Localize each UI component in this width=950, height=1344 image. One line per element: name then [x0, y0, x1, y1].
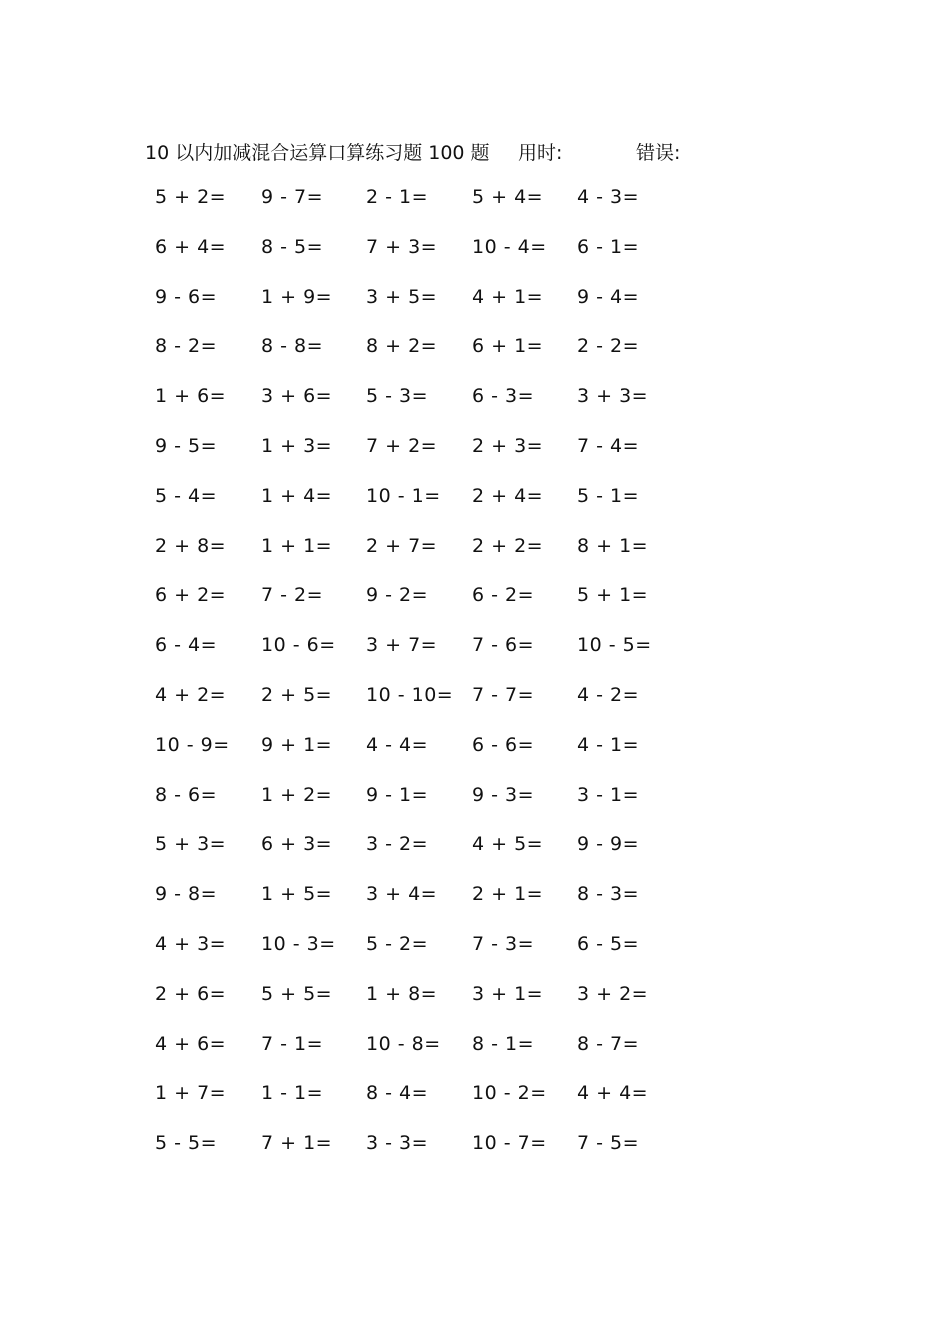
problem-row [150, 186, 710, 236]
problem-item: 10 - 1= [366, 484, 441, 507]
problem-item: 10 - 2= [472, 1082, 547, 1105]
problem-row [150, 535, 710, 585]
problem-item: 2 - 1= [366, 186, 429, 208]
problem-row [150, 335, 710, 385]
problem-item: 1 + 9= [261, 285, 333, 308]
problem-item: 5 + 3= [155, 833, 227, 856]
problem-item: 4 - 4= [366, 733, 429, 756]
problem-item: 10 - 4= [472, 235, 547, 258]
problem-item: 4 + 3= [155, 932, 227, 955]
problem-row [150, 286, 710, 336]
problem-item: 9 - 4= [577, 285, 640, 308]
problem-item: 2 + 4= [472, 484, 544, 507]
problem-item: 8 - 1= [472, 1032, 535, 1055]
problem-item: 10 - 3= [261, 932, 336, 955]
problem-item: 5 + 5= [261, 982, 333, 1005]
problem-item: 7 - 7= [472, 683, 535, 706]
problem-item: 6 + 4= [155, 235, 227, 258]
problem-item: 7 + 2= [366, 434, 438, 457]
problem-item: 1 + 7= [155, 1082, 227, 1105]
problem-item: 1 + 6= [155, 385, 227, 408]
problem-row [150, 983, 710, 1033]
problem-row [150, 883, 710, 933]
problem-item: 10 - 5= [577, 634, 652, 657]
problem-item: 3 + 4= [366, 883, 438, 906]
problem-row [150, 584, 710, 634]
problem-row [150, 435, 710, 485]
problem-item: 1 + 8= [366, 982, 438, 1005]
problem-item: 3 + 1= [472, 982, 544, 1005]
problem-row [150, 734, 710, 784]
problem-item: 2 + 1= [472, 883, 544, 906]
problem-item: 3 - 1= [577, 783, 640, 806]
problem-item: 5 - 1= [577, 484, 640, 507]
problem-item: 5 + 2= [155, 186, 227, 208]
problem-item: 9 - 3= [472, 783, 535, 806]
problem-item: 7 - 1= [261, 1032, 324, 1055]
problem-item: 10 - 9= [155, 733, 230, 756]
problem-item: 3 - 2= [366, 833, 429, 856]
problem-row [150, 236, 710, 286]
problem-item: 7 - 6= [472, 634, 535, 657]
problem-item: 1 + 2= [261, 783, 333, 806]
problem-item: 10 - 6= [261, 634, 336, 657]
problem-item: 2 + 7= [366, 534, 438, 557]
problem-item: 4 + 2= [155, 683, 227, 706]
problem-item: 4 + 1= [472, 285, 544, 308]
problem-item: 1 + 1= [261, 534, 333, 557]
problem-row [150, 1132, 710, 1182]
problem-item: 2 + 3= [472, 434, 544, 457]
problem-item: 7 - 5= [577, 1132, 640, 1155]
problem-item: 9 - 9= [577, 833, 640, 856]
problem-item: 3 - 3= [366, 1132, 429, 1155]
problem-item: 1 + 4= [261, 484, 333, 507]
problem-item: 8 - 3= [577, 883, 640, 906]
problem-item: 9 - 1= [366, 783, 429, 806]
problem-item: 8 - 5= [261, 235, 324, 258]
problem-item: 9 - 7= [261, 186, 324, 208]
time-label: 用时: [518, 142, 563, 164]
problem-item: 4 + 5= [472, 833, 544, 856]
problem-item: 5 - 2= [366, 932, 429, 955]
problem-item: 7 - 2= [261, 584, 324, 607]
problem-item: 2 + 8= [155, 534, 227, 557]
problem-item: 6 - 3= [472, 385, 535, 408]
problem-item: 1 - 1= [261, 1082, 324, 1105]
problem-item: 6 - 5= [577, 932, 640, 955]
problem-item: 5 - 4= [155, 484, 218, 507]
problem-item: 4 + 6= [155, 1032, 227, 1055]
problem-row [150, 833, 710, 883]
problem-row [150, 933, 710, 983]
problem-item: 8 - 8= [261, 335, 324, 358]
problem-item: 5 + 1= [577, 584, 649, 607]
problem-item: 8 - 6= [155, 783, 218, 806]
worksheet-title: 10 以内加减混合运算口算练习题 100 题 [145, 142, 490, 164]
problem-item: 3 + 6= [261, 385, 333, 408]
problem-item: 7 - 3= [472, 932, 535, 955]
problem-item: 7 + 1= [261, 1132, 333, 1155]
problem-item: 6 - 1= [577, 235, 640, 258]
problem-item: 1 + 3= [261, 434, 333, 457]
problem-item: 6 + 2= [155, 584, 227, 607]
problem-item: 2 + 2= [472, 534, 544, 557]
problem-row [150, 485, 710, 535]
problem-item: 5 - 3= [366, 385, 429, 408]
problem-item: 9 - 6= [155, 285, 218, 308]
problem-item: 10 - 7= [472, 1132, 547, 1155]
problem-item: 6 - 2= [472, 584, 535, 607]
problem-item: 8 + 2= [366, 335, 438, 358]
problem-row [150, 1082, 710, 1132]
problem-row [150, 634, 710, 684]
problem-item: 3 + 3= [577, 385, 649, 408]
problem-item: 3 + 5= [366, 285, 438, 308]
problem-row [150, 784, 710, 834]
problem-item: 10 - 8= [366, 1032, 441, 1055]
problem-item: 8 - 4= [366, 1082, 429, 1105]
problem-item: 6 - 4= [155, 634, 218, 657]
problem-item: 6 + 1= [472, 335, 544, 358]
problem-item: 7 - 4= [577, 434, 640, 457]
problem-item: 5 + 4= [472, 186, 544, 208]
problem-item: 8 + 1= [577, 534, 649, 557]
problem-item: 1 + 5= [261, 883, 333, 906]
problem-row [150, 1033, 710, 1083]
problem-item: 8 - 2= [155, 335, 218, 358]
problem-item: 3 + 2= [577, 982, 649, 1005]
problem-row [150, 385, 710, 435]
problem-item: 9 - 2= [366, 584, 429, 607]
problem-item: 7 + 3= [366, 235, 438, 258]
problem-row [150, 684, 710, 734]
problem-item: 5 - 5= [155, 1132, 218, 1155]
problem-item: 9 - 8= [155, 883, 218, 906]
problem-item: 9 - 5= [155, 434, 218, 457]
problem-item: 4 - 3= [577, 186, 640, 208]
problem-item: 3 + 7= [366, 634, 438, 657]
problem-item: 4 + 4= [577, 1082, 649, 1105]
problem-item: 4 - 1= [577, 733, 640, 756]
errors-label: 错误: [636, 142, 681, 164]
problem-item: 8 - 7= [577, 1032, 640, 1055]
problem-item: 4 - 2= [577, 683, 640, 706]
problem-item: 10 - 10= [366, 683, 454, 706]
problem-grid [150, 186, 710, 1182]
problem-item: 2 + 6= [155, 982, 227, 1005]
problem-item: 6 + 3= [261, 833, 333, 856]
problem-item: 2 + 5= [261, 683, 333, 706]
problem-item: 2 - 2= [577, 335, 640, 358]
problem-item: 6 - 6= [472, 733, 535, 756]
problem-item: 9 + 1= [261, 733, 333, 756]
